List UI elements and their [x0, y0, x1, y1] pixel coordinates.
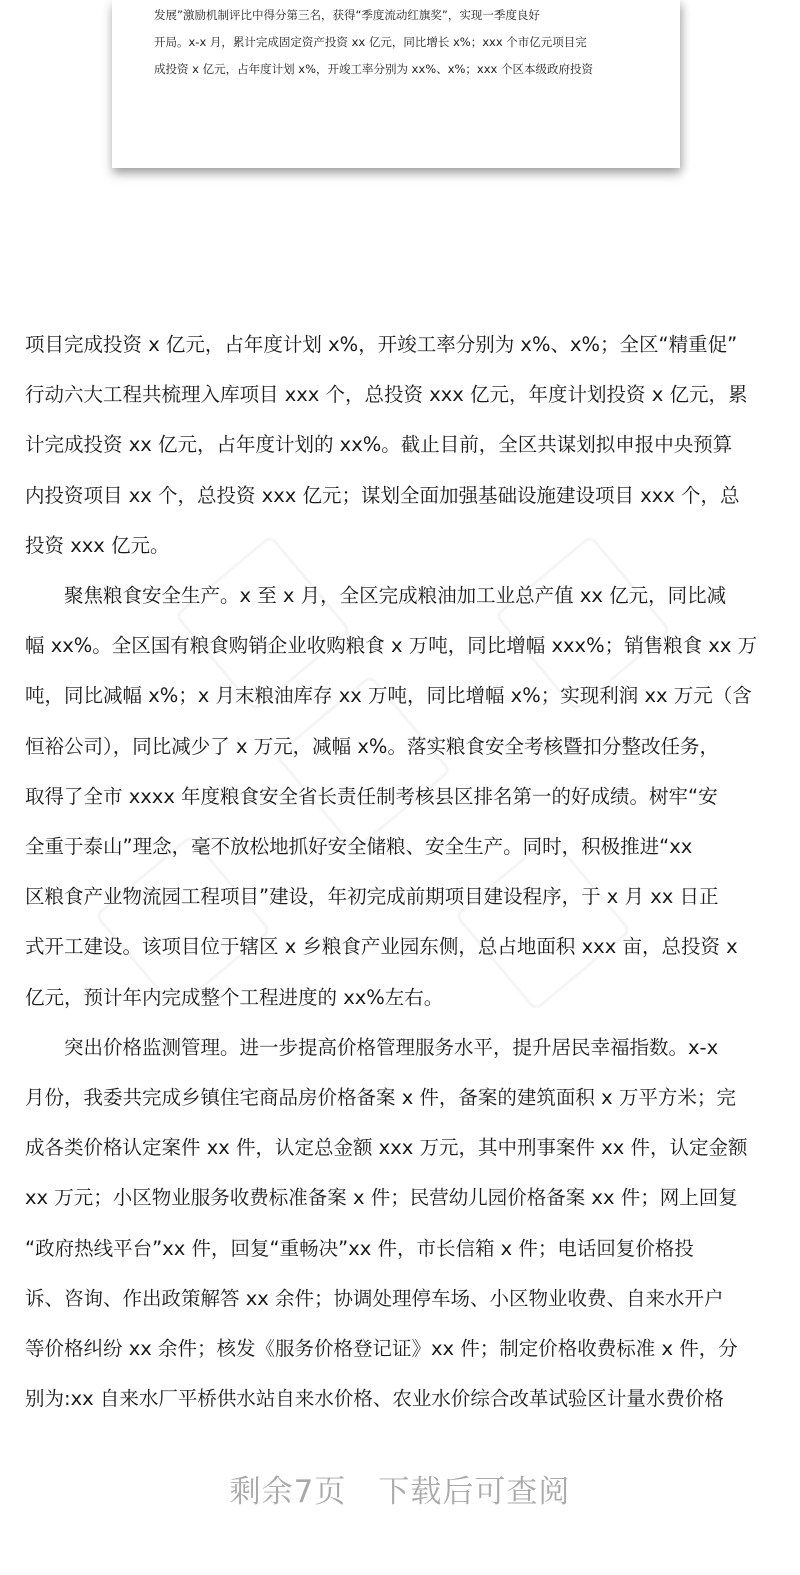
body-line: 吨，同比减幅 x%；x 月末粮油库存 xx 万吨，同比增幅 x%；实现利润 xx 万元（含 — [25, 684, 752, 708]
body-line: 成各类价格认定案件 xx 件，认定总金额 xxx 万元，其中刑事案件 xx 件，认定金额 — [25, 1136, 748, 1160]
paragraph-heading-line: 聚焦粮食安全生产。x 至 x 月，全区完成粮油加工业总产值 xx 亿元，同比减 — [64, 584, 727, 608]
body-line: “政府热线平台”xx 件，回复“重畅决”xx 件，市长信箱 x 件；电话回复价格投 — [25, 1236, 694, 1260]
body-line: 式开工建设。该项目位于辖区 x 乡粮食产业园东侧，总占地面积 xxx 亩，总投资 x — [25, 935, 738, 959]
body-line: 幅 xx%。全区国有粮食购销企业收购粮食 x 万吨，同比增幅 xxx%；销售粮食 xx 万 — [25, 634, 758, 658]
preview-line: 发展”激励机制评比中得分第三名，获得“季度流动红旗奖”，实现一季度良好 — [154, 8, 540, 22]
preview-page-card — [112, 0, 680, 168]
body-line: 计完成投资 xx 亿元，占年度计划的 xx%。截止目前，全区共谋划拟申报中央预算 — [25, 433, 733, 457]
body-line: 月份，我委共完成乡镇住宅商品房价格备案 x 件，备案的建筑面积 x 万平方米；完 — [25, 1086, 736, 1110]
paragraph-heading-line: 突出价格监测管理。进一步提高价格管理服务水平，提升居民幸福指数。x-x — [64, 1035, 719, 1059]
preview-text — [154, 2, 654, 83]
body-line: 区粮食产业物流园工程项目”建设，年初完成前期项目建设程序，于 x 月 xx 日正 — [25, 885, 719, 909]
body-line: 等价格纠纷 xx 余件；核发《服务价格登记证》xx 件；制定价格收费标准 x 件，分 — [25, 1337, 738, 1361]
remaining-pages-notice[interactable]: 剩余7页 下载后可查阅 — [229, 1474, 571, 1510]
body-line: 取得了全市 xxxx 年度粮食安全省长责任制考核县区排名第一的好成绩。树牢“安 — [25, 784, 718, 808]
body-line: 恒裕公司），同比减少了 x 万元，减幅 x%。落实粮食安全考核暨扣分整改任务， — [25, 734, 719, 758]
body-line: 内投资项目 xx 个，总投资 xxx 亿元；谋划全面加强基础设施建设项目 xxx 个，总 — [25, 483, 740, 507]
preview-line: 开局。x-x 月，累计完成固定资产投资 xx 亿元，同比增长 x%；xxx 个市亿元项目完 — [154, 35, 587, 49]
body-line: 亿元，预计年内完成整个工程进度的 xx%左右。 — [25, 985, 444, 1009]
body-line: xx 万元；小区物业服务收费标准备案 x 件；民营幼儿园价格备案 xx 件；网上回复 — [25, 1186, 738, 1210]
body-line: 别为:xx 自来水厂平桥供水站自来水价格、农业水价综合改革试验区计量水费价格 — [25, 1387, 724, 1411]
body-line: 诉、咨询、作出政策解答 xx 余件；协调处理停车场、小区物业收费、自来水开户 — [25, 1286, 724, 1310]
document-body — [25, 320, 775, 1424]
body-line: 项目完成投资 x 亿元，占年度计划 x%，开竣工率分别为 x%、x%；全区“精重促” — [25, 333, 738, 356]
body-line: 全重于泰山”理念，毫不放松地抓好安全储粮、安全生产。同时，积极推进“xx — [25, 835, 693, 859]
body-line: 投资 xxx 亿元。 — [25, 533, 170, 557]
preview-line: 成投资 x 亿元，占年度计划 x%，开竣工率分别为 xx%、x%；xxx 个区本级政府投资 — [154, 62, 594, 76]
body-line: 行动六大工程共梳理入库项目 xxx 个，总投资 xxx 亿元，年度计划投资 x 亿元，累 — [25, 383, 748, 407]
